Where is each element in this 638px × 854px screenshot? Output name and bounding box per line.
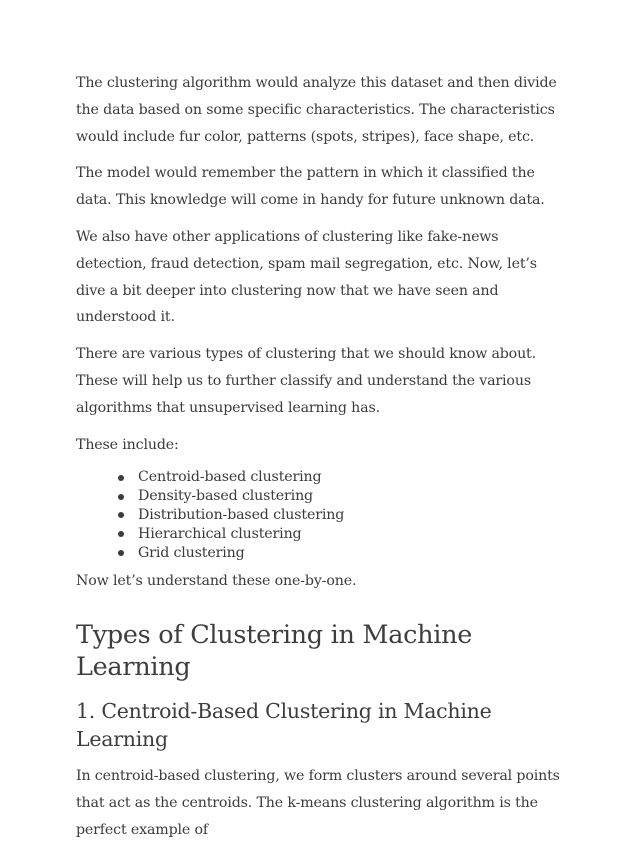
clustering-types-list (76, 468, 566, 562)
bullet-icon (118, 512, 124, 518)
document-page (76, 70, 566, 854)
subsection-heading: 1. Centroid-Based Clustering in Machine Learning (76, 699, 492, 752)
paragraph-centroid-description: In centroid-based clustering, we form clusters around several points that act as the centroids. The k-means clustering algorithm is the perfect example of (76, 768, 560, 838)
list-item-label: Hierarchical clustering (138, 525, 302, 542)
list-item-label: Density-based clustering (138, 488, 313, 505)
list-item (116, 544, 566, 563)
list-item-label: Grid clustering (138, 544, 245, 561)
paragraph-types-intro: There are various types of clustering that we should know about. These will help us to further classify and understand the various algorithms that unsupervised learning has. (76, 346, 536, 416)
list-item (116, 487, 566, 506)
section-heading: Types of Clustering in Machine Learning (76, 620, 472, 683)
list-item (116, 468, 566, 487)
bullet-icon (118, 475, 124, 481)
paragraph-applications: We also have other applications of clustering like fake-news detection, fraud detection, spam mail segregation, etc. Now, let’s dive a bit deeper into clustering now that we have seen and understood it. (76, 228, 537, 326)
bullet-icon (118, 494, 124, 500)
paragraph-clustering-analysis: The clustering algorithm would analyze this dataset and then divide the data based on some specific characteristics. The characteristics would include fur color, patterns (spots, stripes), face shape, etc. (76, 75, 557, 145)
paragraph-these-include: These include: (76, 436, 179, 453)
bullet-icon (118, 550, 124, 556)
paragraph-one-by-one: Now let’s understand these one-by-one. (76, 573, 357, 590)
bullet-icon (118, 531, 124, 537)
list-item (116, 525, 566, 544)
paragraph-model-pattern: The model would remember the pattern in which it classified the data. This knowledge will come in handy for future unknown data. (76, 165, 545, 209)
list-item (116, 506, 566, 525)
list-item-label: Centroid-based clustering (138, 469, 322, 486)
list-item-label: Distribution-based clustering (138, 506, 345, 523)
